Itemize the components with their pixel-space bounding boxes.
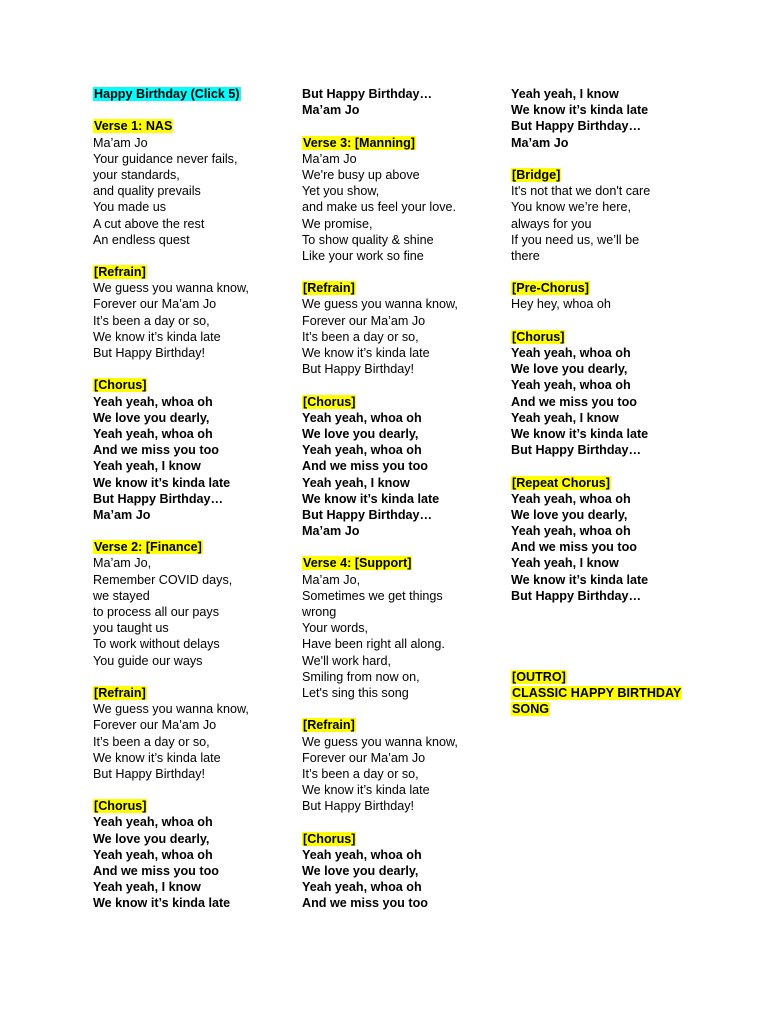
lyric-line	[302, 636, 502, 652]
blank-line	[302, 118, 502, 134]
line-text: Yeah yeah, I know	[511, 410, 619, 425]
lyric-line	[93, 232, 293, 248]
highlighted-text: CLASSIC HAPPY BIRTHDAY	[512, 685, 682, 700]
line-text: But Happy Birthday!	[93, 346, 206, 360]
section-heading	[302, 394, 502, 410]
section-heading	[511, 685, 711, 701]
lyric-line	[93, 410, 293, 426]
lyrics-column-2	[302, 86, 502, 912]
lyric-line	[511, 539, 711, 555]
lyric-line	[93, 491, 293, 507]
highlighted-text: Verse 3: [Manning]	[303, 135, 415, 150]
line-text: Yeah yeah, whoa oh	[511, 524, 631, 539]
line-text: We're busy up above	[302, 167, 420, 182]
section-heading	[302, 280, 502, 296]
line-text: Remember COVID days,	[93, 572, 233, 587]
highlighted-text: [Refrain]	[303, 281, 355, 296]
lyric-line	[511, 232, 711, 248]
line-text: We know it’s kinda late	[93, 750, 221, 765]
lyric-line	[93, 199, 293, 215]
line-text: To work without delays	[93, 637, 220, 652]
lyric-line	[511, 199, 711, 215]
lyric-line	[93, 879, 293, 895]
section-heading	[511, 280, 711, 296]
lyric-line	[93, 831, 293, 847]
line-text: But Happy Birthday…	[511, 588, 642, 603]
highlighted-text: Verse 2: [Finance]	[94, 540, 202, 555]
section-heading	[511, 475, 711, 491]
line-text: Sometimes we get things	[302, 588, 443, 603]
line-text: We love you dearly,	[93, 831, 210, 846]
lyric-line	[302, 620, 502, 636]
line-text: Yeah yeah, whoa oh	[302, 880, 422, 895]
line-text: We guess you wanna know,	[93, 702, 249, 717]
section-heading	[302, 831, 502, 847]
line-text: We guess you wanna know,	[302, 734, 458, 749]
lyric-line	[302, 345, 502, 361]
line-text: We know it’s kinda late	[511, 572, 649, 587]
line-text: Hey hey, whoa oh	[511, 297, 611, 312]
lyric-line	[93, 572, 293, 588]
lyric-line	[511, 345, 711, 361]
lyric-line	[511, 507, 711, 523]
lyric-line	[302, 248, 502, 264]
lyric-line	[93, 426, 293, 442]
lyric-line	[302, 442, 502, 458]
line-text: We love you dearly,	[93, 410, 210, 425]
lyric-line	[302, 361, 502, 377]
lyric-line	[511, 491, 711, 507]
highlighted-text: [Repeat Chorus]	[512, 475, 610, 490]
lyric-line	[93, 734, 293, 750]
line-text: your standards,	[93, 167, 180, 182]
lyric-line	[511, 118, 711, 134]
lyric-line	[302, 216, 502, 232]
blank-line	[511, 151, 711, 167]
lyric-line	[302, 507, 502, 523]
highlighted-text: [Chorus]	[303, 394, 356, 409]
line-text: Ma’am Jo	[302, 151, 357, 166]
highlighted-text: [Chorus]	[94, 378, 147, 393]
line-text: Yet you show,	[302, 184, 380, 199]
lyric-line	[93, 296, 293, 312]
highlighted-text: [Refrain]	[303, 718, 355, 733]
line-text: But Happy Birthday…	[511, 119, 642, 134]
lyric-line	[511, 377, 711, 393]
lyric-line	[302, 232, 502, 248]
blank-line	[93, 102, 293, 118]
lyric-line	[302, 296, 502, 312]
lyric-line	[302, 863, 502, 879]
blank-line	[511, 620, 711, 636]
line-text: Ma’am Jo,	[302, 572, 361, 587]
lyric-line	[302, 313, 502, 329]
line-text: Have been right all along.	[302, 637, 445, 652]
lyric-line	[302, 604, 502, 620]
line-text: But Happy Birthday…	[511, 443, 642, 458]
line-text: Yeah yeah, whoa oh	[93, 394, 213, 409]
line-text: always for you	[511, 216, 592, 231]
section-heading	[302, 135, 502, 151]
highlighted-text: [Chorus]	[512, 329, 565, 344]
line-text: Yeah yeah, whoa oh	[302, 410, 422, 425]
line-text: Like your work so fine	[302, 248, 424, 263]
line-text: And we miss you too	[302, 896, 428, 911]
highlighted-text: Happy Birthday (Click 5)	[94, 87, 240, 101]
lyric-line	[93, 329, 293, 345]
lyric-line	[511, 102, 711, 118]
blank-line	[93, 248, 293, 264]
line-text: Yeah yeah, whoa oh	[302, 443, 422, 458]
line-text: and quality prevails	[93, 184, 201, 199]
line-text: We know it’s kinda late	[302, 346, 430, 360]
lyric-line	[302, 475, 502, 491]
section-heading	[302, 555, 502, 571]
line-text: We love you dearly,	[302, 426, 419, 441]
line-text: Let's sing this song	[302, 685, 409, 700]
lyric-line	[302, 734, 502, 750]
lyric-line	[511, 135, 711, 151]
section-heading	[93, 685, 293, 701]
blank-line	[93, 523, 293, 539]
line-text: Ma’am Jo	[302, 524, 360, 539]
line-text: Yeah yeah, I know	[511, 556, 619, 571]
line-text: And we miss you too	[93, 443, 219, 458]
lyric-line	[93, 814, 293, 830]
line-text: You know we’re here,	[511, 200, 631, 215]
lyric-line	[511, 86, 711, 102]
lyric-line	[93, 151, 293, 167]
line-text: It’s been a day or so,	[93, 313, 210, 328]
lyric-line	[511, 216, 711, 232]
line-text: And we miss you too	[511, 540, 637, 555]
line-text: Yeah yeah, whoa oh	[511, 346, 631, 360]
section-heading	[93, 377, 293, 393]
lyric-line	[93, 394, 293, 410]
line-text: We'll work hard,	[302, 653, 391, 668]
highlighted-text: [Chorus]	[303, 831, 356, 846]
line-text: Your guidance never fails,	[93, 151, 238, 166]
line-text: Yeah yeah, I know	[93, 459, 201, 474]
lyric-line	[93, 167, 293, 183]
line-text: It’s been a day or so,	[302, 329, 419, 344]
line-text: Ma’am Jo	[511, 135, 569, 150]
highlighted-text: Verse 1: NAS	[94, 119, 173, 134]
blank-line	[302, 377, 502, 393]
lyric-line	[93, 766, 293, 782]
lyric-line	[93, 847, 293, 863]
blank-line	[302, 264, 502, 280]
section-heading	[511, 669, 711, 685]
lyric-line	[302, 879, 502, 895]
line-text: A cut above the rest	[93, 216, 205, 231]
lyric-line	[302, 782, 502, 798]
line-text: To show quality & shine	[302, 232, 434, 247]
line-text: Smiling from now on,	[302, 669, 420, 684]
line-text: Yeah yeah, whoa oh	[93, 847, 213, 862]
line-text: We know it’s kinda late	[511, 426, 649, 441]
lyric-line	[302, 798, 502, 814]
lyric-line	[302, 572, 502, 588]
lyric-line	[93, 701, 293, 717]
line-text: wrong	[302, 605, 337, 619]
line-text: Ma’am Jo,	[93, 556, 152, 571]
line-text: And we miss you too	[302, 459, 428, 474]
lyric-line	[302, 458, 502, 474]
line-text: You made us	[93, 200, 167, 215]
line-text: to process all our pays	[93, 605, 219, 619]
lyric-line	[93, 475, 293, 491]
line-text: Your words,	[302, 621, 369, 636]
line-text: Yeah yeah, whoa oh	[93, 426, 213, 441]
section-heading	[93, 118, 293, 134]
line-text: We know it’s kinda late	[93, 329, 221, 344]
lyric-line	[302, 847, 502, 863]
lyric-line	[511, 588, 711, 604]
lyric-line	[302, 895, 502, 911]
line-text: But Happy Birthday!	[302, 799, 415, 814]
line-text: We love you dearly,	[511, 507, 628, 522]
lyric-line	[302, 329, 502, 345]
lyric-line	[302, 588, 502, 604]
lyric-line	[93, 604, 293, 620]
line-text: An endless quest	[93, 232, 190, 247]
line-text: Forever our Ma’am Jo	[93, 718, 217, 733]
lyric-line	[302, 523, 502, 539]
lyric-line	[302, 426, 502, 442]
lyric-line	[93, 620, 293, 636]
lyric-line	[93, 442, 293, 458]
blank-line	[302, 539, 502, 555]
blank-line	[511, 604, 711, 620]
lyric-line	[93, 507, 293, 523]
blank-line	[511, 653, 711, 669]
line-text: It's not that we don't care	[511, 184, 651, 199]
line-text: It’s been a day or so,	[93, 734, 210, 749]
line-text: Yeah yeah, whoa oh	[511, 491, 631, 506]
lyric-line	[302, 653, 502, 669]
lyric-line	[93, 555, 293, 571]
lyric-line	[93, 313, 293, 329]
blank-line	[511, 264, 711, 280]
blank-line	[511, 313, 711, 329]
line-text: But Happy Birthday…	[302, 507, 433, 522]
lyric-line	[511, 361, 711, 377]
line-text: you taught us	[93, 621, 169, 636]
lyric-line	[93, 895, 293, 911]
lyric-line	[511, 296, 711, 312]
lyric-line	[302, 151, 502, 167]
section-heading	[511, 701, 711, 717]
line-text: Yeah yeah, I know	[511, 87, 619, 101]
line-text: We know it’s kinda late	[302, 491, 440, 506]
blank-line	[93, 361, 293, 377]
lyric-line	[93, 653, 293, 669]
lyric-line	[93, 717, 293, 733]
section-heading	[93, 86, 293, 102]
lyric-line	[302, 183, 502, 199]
lyric-line	[93, 636, 293, 652]
lyric-line	[93, 280, 293, 296]
line-text: We love you dearly,	[511, 362, 628, 377]
blank-line	[302, 701, 502, 717]
line-text: Forever our Ma’am Jo	[302, 313, 426, 328]
highlighted-text: [Bridge]	[512, 167, 561, 182]
lyric-line	[511, 410, 711, 426]
line-text: Yeah yeah, I know	[93, 880, 201, 895]
line-text: Ma’am Jo	[302, 103, 360, 118]
lyric-line	[302, 491, 502, 507]
lyrics-column-1	[93, 86, 293, 912]
line-text: But Happy Birthday…	[302, 87, 433, 101]
lyric-line	[93, 216, 293, 232]
lyric-line	[93, 750, 293, 766]
line-text: Forever our Ma’am Jo	[302, 750, 426, 765]
lyric-line	[302, 102, 502, 118]
highlighted-text: [OUTRO]	[512, 669, 566, 684]
line-text: Ma’am Jo	[93, 135, 148, 150]
lyric-line	[511, 248, 711, 264]
line-text: We know it’s kinda late	[93, 475, 231, 490]
highlighted-text: [Refrain]	[94, 685, 146, 700]
section-heading	[511, 329, 711, 345]
line-text: and make us feel your love.	[302, 200, 457, 215]
line-text: You guide our ways	[93, 653, 203, 668]
lyric-line	[302, 167, 502, 183]
lyric-line	[93, 183, 293, 199]
line-text: It’s been a day or so,	[302, 766, 419, 781]
line-text: If you need us, we’ll be	[511, 232, 640, 247]
lyric-line	[511, 555, 711, 571]
line-text: Forever our Ma’am Jo	[93, 297, 217, 312]
lyric-line	[511, 442, 711, 458]
lyric-line	[93, 458, 293, 474]
line-text: But Happy Birthday…	[93, 491, 224, 506]
line-text: Ma’am Jo	[93, 507, 151, 522]
section-heading	[93, 264, 293, 280]
line-text: We know it’s kinda late	[93, 896, 231, 911]
lyric-line	[511, 523, 711, 539]
blank-line	[302, 814, 502, 830]
line-text: But Happy Birthday!	[302, 362, 415, 377]
lyric-line	[93, 345, 293, 361]
line-text: Yeah yeah, whoa oh	[93, 815, 213, 830]
lyric-line	[302, 750, 502, 766]
line-text: Yeah yeah, I know	[302, 475, 410, 490]
blank-line	[511, 458, 711, 474]
line-text: We know it’s kinda late	[511, 103, 649, 118]
highlighted-text: [Chorus]	[94, 799, 147, 814]
lyric-line	[302, 86, 502, 102]
line-text: We promise,	[302, 216, 373, 231]
section-heading	[511, 167, 711, 183]
line-text: Yeah yeah, whoa oh	[302, 847, 422, 862]
lyric-line	[302, 766, 502, 782]
section-heading	[93, 539, 293, 555]
lyric-line	[93, 135, 293, 151]
blank-line	[511, 636, 711, 652]
highlighted-text: [Refrain]	[94, 265, 146, 280]
highlighted-text: Verse 4: [Support]	[303, 556, 412, 571]
line-text: we stayed	[93, 588, 150, 603]
line-text: Yeah yeah, whoa oh	[511, 378, 631, 393]
lyrics-column-3	[511, 86, 711, 717]
lyric-line	[511, 183, 711, 199]
line-text: We know it’s kinda late	[302, 783, 430, 798]
line-text: And we miss you too	[511, 394, 637, 409]
section-heading	[302, 717, 502, 733]
highlighted-text: SONG	[512, 702, 550, 717]
lyric-line	[511, 394, 711, 410]
line-text: We guess you wanna know,	[93, 281, 249, 296]
lyric-line	[93, 863, 293, 879]
blank-line	[93, 782, 293, 798]
line-text: But Happy Birthday!	[93, 766, 206, 781]
lyric-line	[511, 572, 711, 588]
section-heading	[93, 798, 293, 814]
line-text: And we miss you too	[93, 864, 219, 878]
line-text: We love you dearly,	[302, 864, 419, 878]
lyric-line	[302, 410, 502, 426]
lyric-line	[511, 426, 711, 442]
line-text: We guess you wanna know,	[302, 297, 458, 312]
lyric-line	[93, 588, 293, 604]
lyric-line	[302, 685, 502, 701]
highlighted-text: [Pre-Chorus]	[512, 281, 589, 296]
line-text: there	[511, 248, 540, 263]
blank-line	[93, 669, 293, 685]
lyric-line	[302, 199, 502, 215]
lyric-line	[302, 669, 502, 685]
